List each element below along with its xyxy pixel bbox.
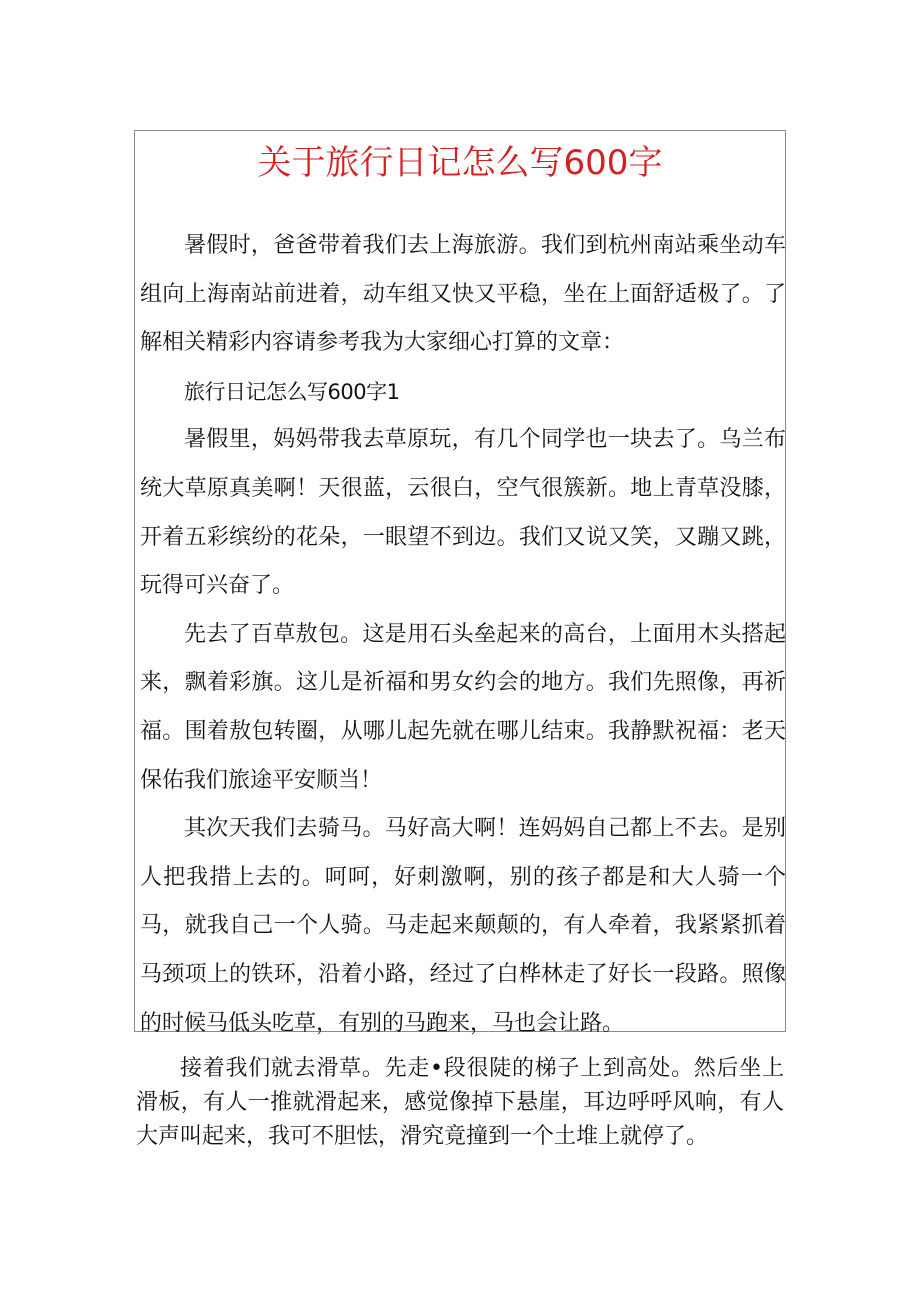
body-paragraph: 暑假里，妈妈带我去草原玩，有几个同学也一块去了。乌兰布统大草原真美啊！天很蓝，云很白，空气很簇新。地上青草没膝，开着五彩缤纷的花朵，一眼望不到边。我们又说又笑，又蹦又跳，玩得可兴奋了。 [140, 427, 786, 599]
document-body [140, 222, 786, 1048]
document-title: 关于旅行日记怎么写600字 [257, 143, 663, 183]
section-heading: 旅行日记怎么写600字1 [184, 379, 400, 404]
continuation-text [136, 1052, 784, 1154]
body-paragraph: 先去了百草敖包。这是用石头垒起来的高台，上面用木头搭起来，飘着彩旗。这儿是祈福和男女约会的地方。我们先照像，再祈福。围着敖包转圈，从哪儿起先就在哪儿结束。我静默祝福：老天保佑我们旅途平安顺当！ [140, 621, 786, 793]
continuation-paragraph: 接着我们就去滑草。先走•段很陡的梯子上到高处。然后坐上滑板，有人一推就滑起来，感觉像掉下悬崖，耳边呼呼风响，有人大声叫起来，我可不胆怯，滑究竟撞到一个土堆上就停了。 [136, 1056, 784, 1149]
intro-paragraph: 暑假时，爸爸带着我们去上海旅游。我们到杭州南站乘坐动车组向上海南站前进着，动车组又快又平稳，坐在上面舒适极了。了解相关精彩内容请参考我为大家细心打算的文章： [140, 233, 786, 356]
body-paragraph: 其次天我们去骑马。马好高大啊！连妈妈自己都上不去。是别人把我措上去的。呵呵，好刺激啊，别的孩子都是和大人骑一个马，就我自己一个人骑。马走起来颠颠的，有人牵着，我紧紧抓着马颈项上的铁环，沿着小路，经过了白桦林走了好长一段路。照像的时候马低头吃草，有别的马跑来，马也会让路。 [140, 816, 786, 1036]
